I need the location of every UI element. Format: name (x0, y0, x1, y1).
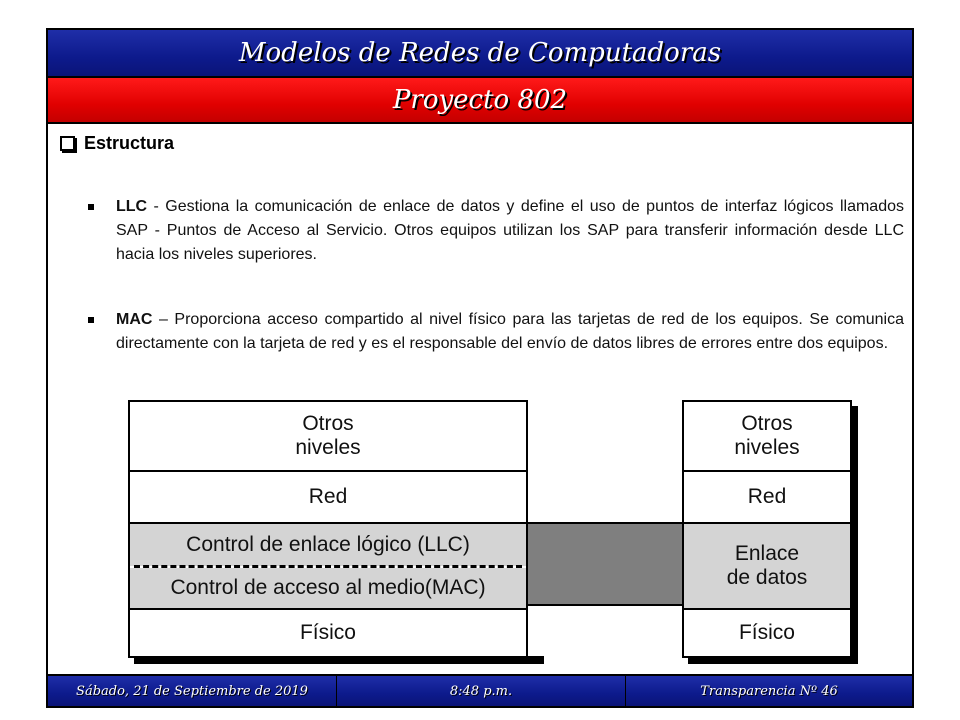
left-layer-red: Red (130, 472, 526, 524)
right-layer-otros-niveles: Otros niveles (684, 402, 850, 472)
right-layer-red: Red (684, 472, 850, 524)
bullet-mac-term: MAC (116, 311, 153, 328)
slide-subtitle: Proyecto 802 (48, 78, 912, 124)
slide-footer (48, 674, 912, 706)
ieee802-layer-diagram (48, 30, 912, 706)
bullet-llc-separator: - (147, 198, 166, 215)
llc-mac-connector (526, 522, 682, 606)
right-layer-fisico: Físico (738, 621, 795, 644)
bullet-llc-description: Gestiona la comunicación de enlace de datos y define el uso de puntos de interfaz lógicos llamados SAP - Puntos de Acceso al Servicio. Otros equipos utilizan los SAP para transferir información desde LLC hacia los niveles superiores. (116, 198, 905, 263)
left-layer-llc: Control de enlace lógico (LLC) (130, 524, 526, 566)
left-layer-otros-niveles: Otros niveles (130, 402, 526, 472)
right-protocol-stack (682, 400, 852, 658)
bullet-llc-term: LLC (116, 198, 148, 215)
left-protocol-stack (128, 400, 528, 658)
left-layer-fisico: Físico (299, 621, 356, 644)
bullet-mac-separator: – (152, 311, 175, 328)
slide (46, 28, 914, 708)
footer-slide-number: Transparencia Nº 46 (700, 683, 838, 699)
left-layer-mac: Control de acceso al medio(MAC) (130, 568, 526, 610)
footer-time: 8:48 p.m. (337, 676, 626, 706)
footer-date: Sábado, 21 de Septiembre de 2019 (48, 676, 337, 706)
bullet-mac-description: Proporciona acceso compartido al nivel físico para las tarjetas de red de los equipos. Se comunica directamente con la tarjeta de red y es el responsable del envío de datos libres de errores entre dos equipos. (116, 311, 904, 352)
section-heading-text: Estructura (84, 133, 175, 153)
right-layer-enlace-de-datos: Enlace de datos (684, 524, 850, 610)
slide-title: Modelos de Redes de Computadoras (48, 30, 912, 78)
